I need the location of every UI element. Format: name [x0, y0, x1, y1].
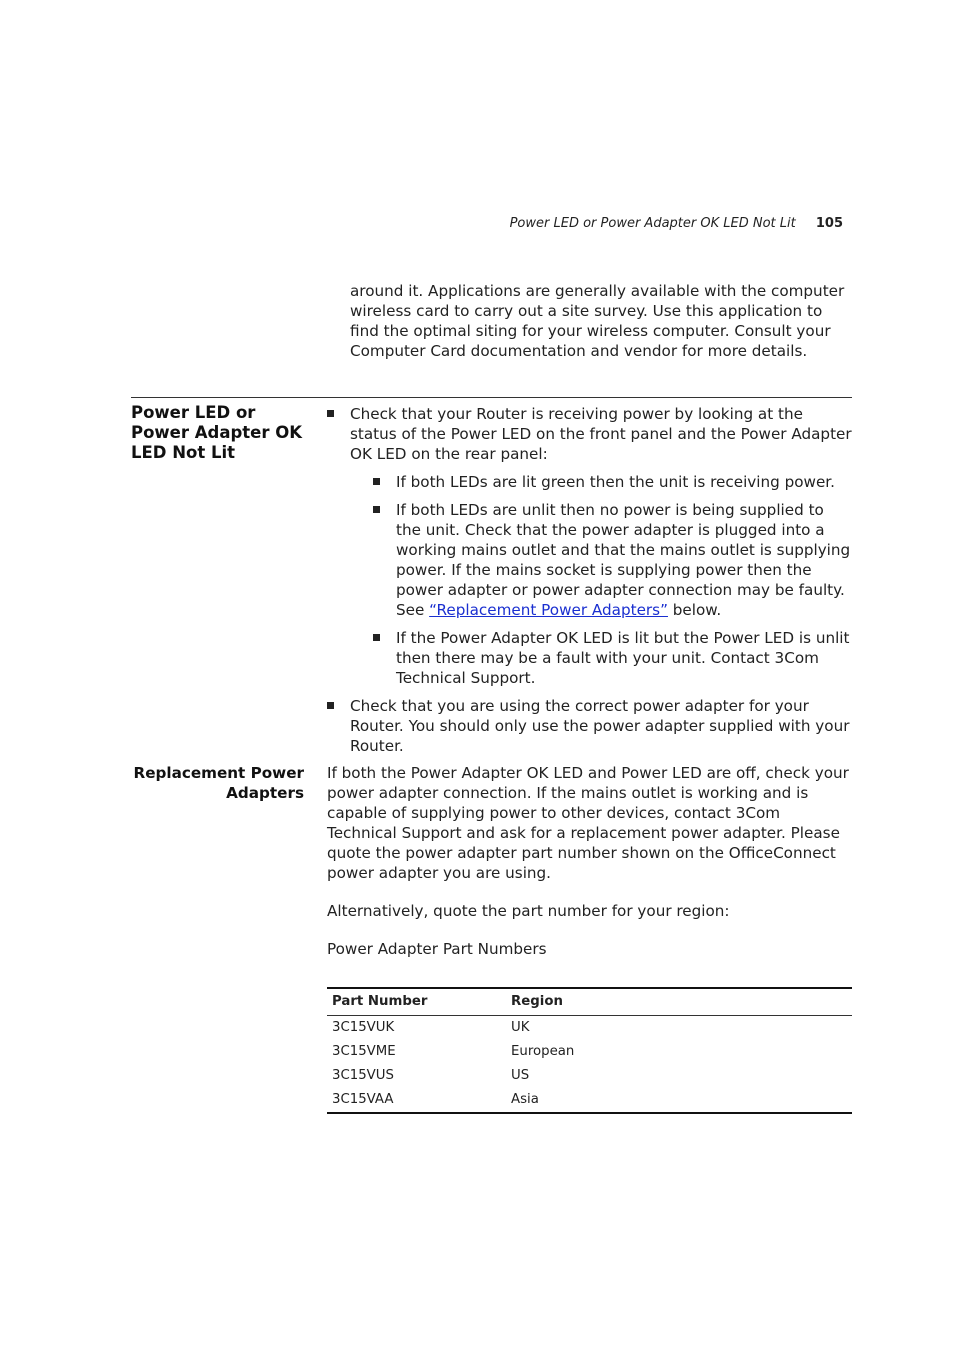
- running-header: [0, 216, 843, 231]
- table-caption: Power Adapter Part Numbers: [327, 940, 547, 958]
- square-bullet-icon: [327, 410, 334, 417]
- part-numbers-table: [327, 987, 852, 1114]
- table-cell: European: [511, 1044, 575, 1059]
- table-cell: Asia: [511, 1092, 539, 1107]
- replacement-paragraph: If both the Power Adapter OK LED and Power LED are off, check your power adapter connection. If the mains outlet is working and is capable of supplying power to other devices, contact 3Com Technical Support and ask for a replacement power adapter. Please quote the power adapter part number shown on the OfficeConnect power adapter you are using.: [327, 764, 849, 882]
- sub-list-item: [373, 628, 852, 688]
- table-cell: US: [511, 1068, 530, 1083]
- troubleshooting-list: [327, 404, 852, 764]
- page-number: 105: [815, 216, 843, 231]
- bullet-text: Check that you are using the correct power adapter for your Router. You should only use the power adapter supplied with your Router.: [350, 697, 850, 755]
- table-row: [327, 1040, 852, 1064]
- section-heading-replacement-adapters: Replacement Power Adapters: [133, 764, 304, 802]
- sub-list: [350, 472, 852, 688]
- table-cell: 3C15VAA: [332, 1092, 394, 1107]
- table-cell: 3C15VUS: [332, 1068, 394, 1083]
- section-heading-power-led: Power LED or Power Adapter OK LED Not Lit: [131, 403, 303, 462]
- table-cell: UK: [511, 1020, 530, 1035]
- square-bullet-icon: [373, 634, 380, 641]
- table-header-row: [327, 988, 852, 1016]
- list-item: [327, 404, 852, 688]
- intro-paragraph: around it. Applications are generally available with the computer wireless card to carry out a site survey. Use this application to find the optimal siting for your wireless computer. Consult your Computer Card documentation and vendor for more details.: [350, 282, 845, 360]
- table-cell: 3C15VUK: [332, 1020, 395, 1035]
- table-row: [327, 1064, 852, 1088]
- sub-bullet-text: If both LEDs are lit green then the unit is receiving power.: [396, 473, 835, 491]
- column-header: Region: [506, 988, 852, 1016]
- sub-bullet-text-after: below.: [667, 601, 722, 619]
- table-cell: 3C15VME: [332, 1044, 396, 1059]
- region-paragraph: Alternatively, quote the part number for your region:: [327, 902, 730, 920]
- sub-list-item: [373, 500, 852, 620]
- square-bullet-icon: [373, 506, 380, 513]
- bullet-text: Check that your Router is receiving power by looking at the status of the Power LED on the front panel and the Power Adapter OK LED on the rear panel:: [350, 405, 852, 463]
- section-divider: [131, 397, 852, 398]
- running-title: Power LED or Power Adapter OK LED Not Lit: [509, 216, 796, 231]
- sub-bullet-text: If the Power Adapter OK LED is lit but the Power LED is unlit then there may be a fault with your unit. Contact 3Com Technical Support.: [396, 629, 850, 687]
- square-bullet-icon: [373, 478, 380, 485]
- replacement-power-adapters-link[interactable]: “Replacement Power Adapters”: [429, 601, 668, 619]
- sub-list-item: [373, 472, 852, 492]
- list-item: [327, 696, 852, 756]
- square-bullet-icon: [327, 702, 334, 709]
- table-row: [327, 1016, 852, 1041]
- column-header: Part Number: [327, 988, 506, 1016]
- sub-bullet-text: If both LEDs are unlit then no power is being supplied to the unit. Check that the power adapter is plugged into a working mains outlet and that the mains outlet is supplying power. If the mains socket is supplying power then the power adapter or power adapter connection may be faulty. See: [396, 501, 851, 619]
- table-row: [327, 1088, 852, 1113]
